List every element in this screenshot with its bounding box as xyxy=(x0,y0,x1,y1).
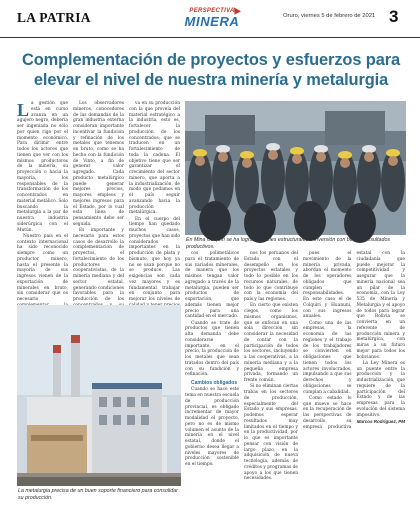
paragraph: va en su producción con la que proveía del material estratégico a la industria, esto es, fortalecer la producción de los concentrados; que se traducen en un fortalecimiento de toda la cadena. El objetivo tiene que ser garantizar el crecimiento del sector minero, que aporta a la industrialización, de modo que podamos en el país seguir avanzando hacia la producción metalúrgica. xyxy=(129,101,180,216)
article-column-6 xyxy=(303,251,405,506)
paragraph: En el cuerpo del tiempo han quedado muchos casos, proyectos que han sido considerados importantes en la producción de plata y bismuto, que hoy ya no se usan porque no se produce. Las exigencias son cada vez mayores y es fundamental trabajar en conjunto para mejorar los niveles de xyxy=(129,216,181,302)
paragraph: pues el movimiento de la minería privada, abordan el momento de los operadores obligados que cumplen responsabilidades. En este caso el de Colquiri y Huanuni, con sus ingresos anuales. xyxy=(303,251,352,320)
paragraph: En cierto que existen ciegos, como los mismos organismos, que se enfocan en una sola dirección sin considerar la necesidad de contar con la participación de todos los sectores, incluyendo a las cooperativas, a la minería mediana y a la pequeña empresa privada, formando un frente común. xyxy=(244,303,298,383)
page-header xyxy=(0,0,420,38)
page-number: 3 xyxy=(389,7,399,26)
paragraph: Como una de las empresas, la economía de las regiones y el trabajo de los trabajadores se convierten en obligaciones que tienen todos los actores involucrados, impulsando a que sus derechos y obligaciones se cumplan a cabalidad. xyxy=(303,320,352,395)
issue-date: Oruro, viernes 5 de febrero de 2021 xyxy=(283,13,376,19)
subheading: Cambios obligados xyxy=(191,380,238,386)
top-photo-caption: En Mina Colquiri se ha logrado niveles estructurales e inversión con buenos resultados productivos. xyxy=(186,237,391,250)
article-column-3 xyxy=(129,101,180,303)
article-column-5 xyxy=(244,251,298,516)
drop-cap: L xyxy=(17,100,30,120)
paragraph: cos polimetálicos para el tratamiento de sus variados minerales, de manera que los mismos tengan valor agregado a través de la metalurgia, pueden ser productos de exportación, que además tienen mejor precio para una cantidad en el mercado. xyxy=(185,251,239,320)
bottom-photo-caption: La metalurgia precisa de un buen soporte financiero para consolidar su producción. xyxy=(18,488,178,501)
miners-crowd-photo xyxy=(185,101,406,235)
paragraph: Cuando se trate de productos que tienen alta demanda debe considerarse importante, en el precio, la producción de los metales que sean tratados dentro del país con su fundición y refinación. xyxy=(185,320,239,378)
article-headline: Complementación de proyectos y esfuerzos para elevar el nivel de nuestra minería y metalurgia xyxy=(21,51,401,89)
paragraph: Cuando se hace este tema en nuestra escuela de producción provincial, es obligado incrementar de mayor modalidad el proyecto, pero no es de mismo volumen el asunto de la minería en el nivel estatal, donde el gobierno desea llegar a niveles mayores de producción sostenible en el tiempo. xyxy=(185,387,239,467)
section-logo-big: MINERA xyxy=(184,14,240,29)
paragraph: Es importante y necesario para estos casos de desarrollo la complementación de proyectos, el fortalecimiento de los productores cooperativistas, de la minería mediana y del sector estatal, generando condiciones favorables para la producción de los xyxy=(73,228,125,302)
paragraph: Como estado lo que mueve se hace en la recuperación de las perspectivas de desarrollo, su empresa productiva estatal con la ciudadanía que puede mejorar la competitividad y asegurar que la minería nacional sea un pilar de la economía, con la Ley 535 de Minería y Metalurgia y el apoyo de todos para lograr que Bolivia se convierta en un referente de producción minera y metalúrgica, con miras a un futuro mejor para todos los bolivianos. xyxy=(303,251,405,430)
paragraph: La Ley Minera es un puente entre la producción y la industrialización, que requiere de la participación del Estado y de las empresas para la evolución del sistema impositivo. xyxy=(356,360,405,418)
article-column-4 xyxy=(185,251,239,479)
section-logo-small: PERSPECTIVA xyxy=(189,8,235,14)
author-signature: Marcos Rodríguez, PM xyxy=(356,419,405,425)
paragraph: Nuestro país en el contexto internacional ha sido reconocido siempre como un productor minero, hasta el presente la mayoría de sus ingresos vienen de la exportación de minerales en bruto, sin considerar que es necesario xyxy=(17,233,68,302)
paragraph: Si no eliminan ciertas trabas en los sectores de producción, especialmente del Estado y sus empresas, podemos esperar resultados muy limitados en el tiempo y en la productividad, por lo que es importante pensar con visión de largo plazo, en la adquisición de nueva tecnología, además de créditos y programas de apoyo a los que tienen necesidades. xyxy=(244,384,298,482)
metallurgy-plant-photo xyxy=(17,305,181,486)
paragraph: a gestión que está en curso avanza en un agujero negro, debería ser ingeniada no sólo por quien rige por el momento económico. Para dirimir entre todos los actores que tienen que ver con los mismos productores de la minería, su proyección o hacia la mayoría, los responsables de la transformación de los concentrados en material metálico. Solo buscando la metalurgia a la par de nuestra industria siderúrgica con el Mutún. xyxy=(17,101,68,233)
section-logo xyxy=(181,8,243,34)
paragraph: Los observadores mineros, conocedores de las demandas de la gran industria externa consideran importante incentivar la fundición y refinación de los metales que tenemos en bruto, como se ha hecho con la fundición de Vinto, a fin de generar valor agregado. Cada producto metalúrgico puede generar mejores precios, mayores empleos y mejores ingresos para el Estado, por lo cual esta línea de pensamiento debe ser seguida. xyxy=(73,101,124,227)
newspaper-name: LA PATRIA xyxy=(17,10,91,25)
paragraph: nos los peruanos del Estado con el desempeño en los proyectos estatales y todo lo posible en los recursos naturales, de todo lo que contribuye con la economía del país y las regiones. xyxy=(244,251,298,302)
